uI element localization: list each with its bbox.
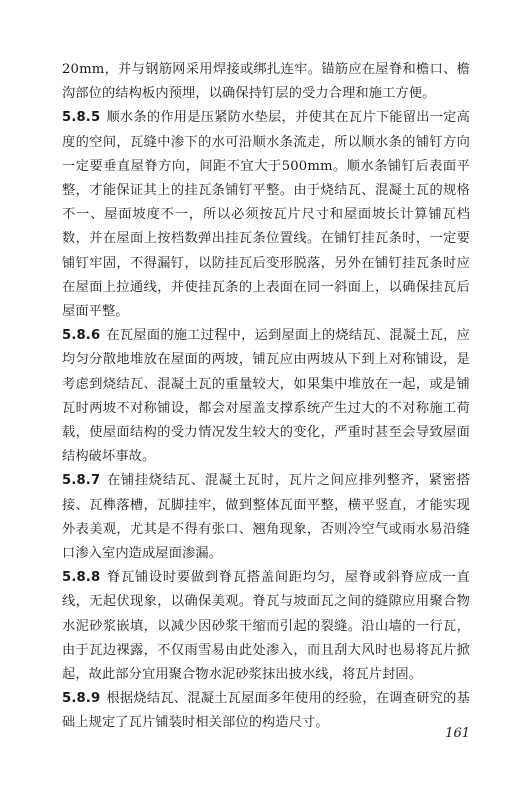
clause-5-8-7 (62, 469, 470, 566)
clause-5-8-8 (62, 566, 470, 687)
paragraph-text: 顺水条的作用是压紧防水垫层，并使其在瓦片下能留出一定高度的空间，瓦缝中渗下的水可沿顺水条流走，所以顺水条的铺钉方向一定要垂直屋脊方向，间距不宜大于500mm。顺水条铺钉后表面平整，才能保证其上的挂瓦条铺钉平整。由于烧结瓦、混凝土瓦的规格不一、屋面坡度不一，所以必须按瓦片尺寸和屋面坡长计算铺瓦档数，并在屋面上按档数弹出挂瓦条位置线。在铺钉挂瓦条时，一定要铺钉牢固，不得漏钉，以防挂瓦后变形脱落，另外在铺钉挂瓦条时应在屋面上拉通线，并使挂瓦条的上表面在同一斜面上，以确保挂瓦后屋面平整。 (62, 110, 470, 320)
paragraph-text: 在铺挂烧结瓦、混凝土瓦时，瓦片之间应排列整齐，紧密搭接、瓦榫落槽，瓦脚挂牢，做到整体瓦面平整，横平竖直，才能实现外表美观，尤其是不得有张口、翘角现象，否则冷空气或雨水易沿缝口渗入室内造成屋面渗漏。 (62, 473, 470, 562)
clause-number: 5.8.9 (62, 691, 101, 707)
paragraph-text: 脊瓦铺设时要做到脊瓦搭盖间距均匀，屋脊或斜脊应成一直线，无起伏现象，以确保美观。脊瓦与坡面瓦之间的缝隙应用聚合物水泥砂浆嵌填，以减少因砂浆干缩而引起的裂缝。沿山墙的一行瓦，由于瓦边裸露，不仅雨雪易由此处渗入，而且刮大风时也易将瓦片掀起，故此部分宜用聚合物水泥砂浆抹出披水线，将瓦片封固。 (62, 570, 470, 683)
clause-5-8-9 (62, 687, 470, 735)
clause-number: 5.8.6 (62, 328, 101, 344)
paragraph-text: 根据烧结瓦、混凝土瓦屋面多年使用的经验，在调查研究的基础上规定了瓦片铺装时相关部位的构造尺寸。 (62, 691, 470, 731)
page-body (62, 58, 470, 736)
clause-5-8-6 (62, 324, 470, 469)
page-number: 161 (445, 726, 470, 741)
paragraph-continuation (62, 58, 470, 106)
clause-number: 5.8.5 (62, 110, 101, 126)
paragraph-text: 20mm，并与钢筋网采用焊接或绑扎连牢。锚筋应在屋脊和檐口、檐沟部位的结构板内预埋，以确保持钉层的受力合理和施工方便。 (62, 62, 470, 102)
paragraph-text: 在瓦屋面的施工过程中，运到屋面上的烧结瓦、混凝土瓦，应均匀分散地堆放在屋面的两坡，铺瓦应由两坡从下到上对称铺设，是考虑到烧结瓦、混凝土瓦的重量较大，如果集中堆放在一起，或是铺瓦时两坡不对称铺设，都会对屋盖支撑系统产生过大的不对称施工荷载，使屋面结构的受力情况发生较大的变化，严重时甚至会导致屋面结构破坏事故。 (62, 328, 470, 465)
clause-5-8-5 (62, 106, 470, 324)
clause-number: 5.8.7 (62, 473, 101, 489)
clause-number: 5.8.8 (62, 570, 101, 586)
